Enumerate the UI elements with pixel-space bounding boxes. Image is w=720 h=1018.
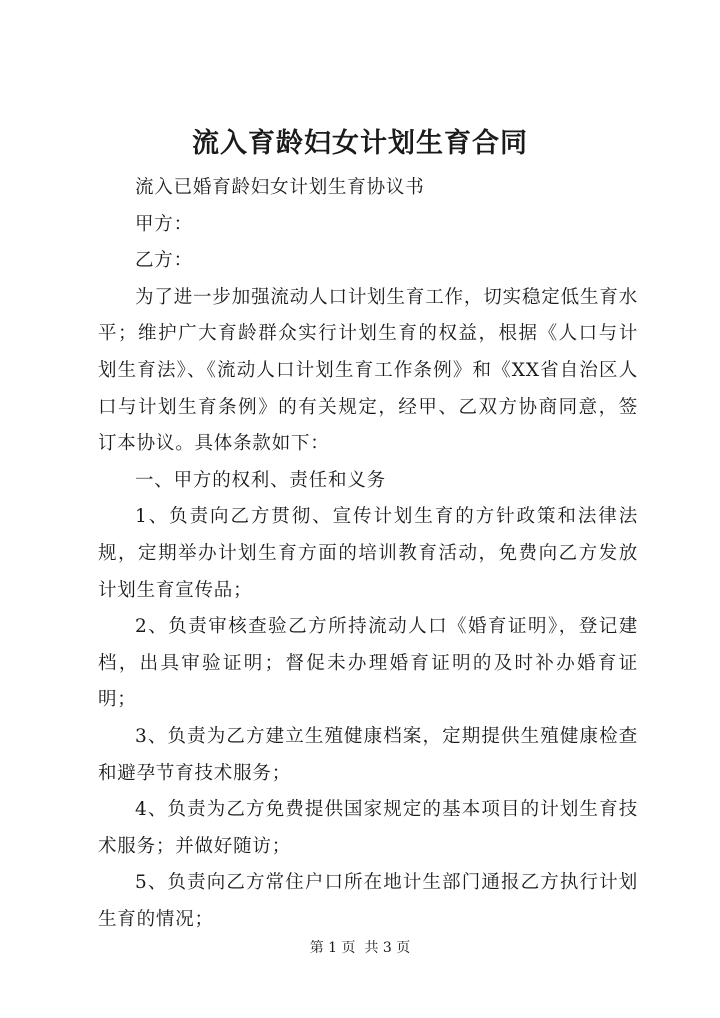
- page-number: 第 1 页 共 3 页: [309, 940, 411, 956]
- section-heading: 一、甲方的权利、责任和义务: [135, 469, 386, 491]
- preamble-paragraph: 为了进一步加强流动人口计划生育工作，切实稳定低生育水平；维护广大育龄群众实行计划生育的权益，根据《人口与计划生育法》、《流动人口计划生育工作条例》和《XX省自治区人口与计划生育条例》的有关规定，经甲、乙双方协商同意，签订本协议。具体条款如下：: [98, 286, 638, 455]
- clause-paragraph: 3、负责为乙方建立生殖健康档案，定期提供生殖健康检查和避孕节育技术服务；: [98, 725, 638, 784]
- party-a-line: 甲方：: [135, 213, 193, 235]
- party-b-line: 乙方：: [135, 250, 193, 272]
- clause-paragraph: 2、负责审核查验乙方所持流动人口《婚育证明》，登记建档，出具审验证明；督促未办理婚育证明的及时补办婚育证明；: [98, 616, 638, 711]
- clause-paragraph: 1、负责向乙方贯彻、宣传计划生育的方针政策和法律法规，定期举办计划生育方面的培训教育活动，免费向乙方发放计划生育宣传品；: [98, 506, 638, 601]
- clause-paragraph: 4、负责为乙方免费提供国家规定的基本项目的计划生育技术服务；并做好随访；: [98, 799, 638, 857]
- document-body: [98, 170, 638, 938]
- page-footer: [0, 938, 720, 958]
- subtitle-paragraph: 流入已婚育龄妇女计划生育协议书: [135, 177, 425, 198]
- clause-paragraph: 5、负责向乙方常住户口所在地计生部门通报乙方执行计划生育的情况；: [98, 872, 638, 930]
- document-title: 流入育龄妇女计划生育合同: [192, 128, 528, 159]
